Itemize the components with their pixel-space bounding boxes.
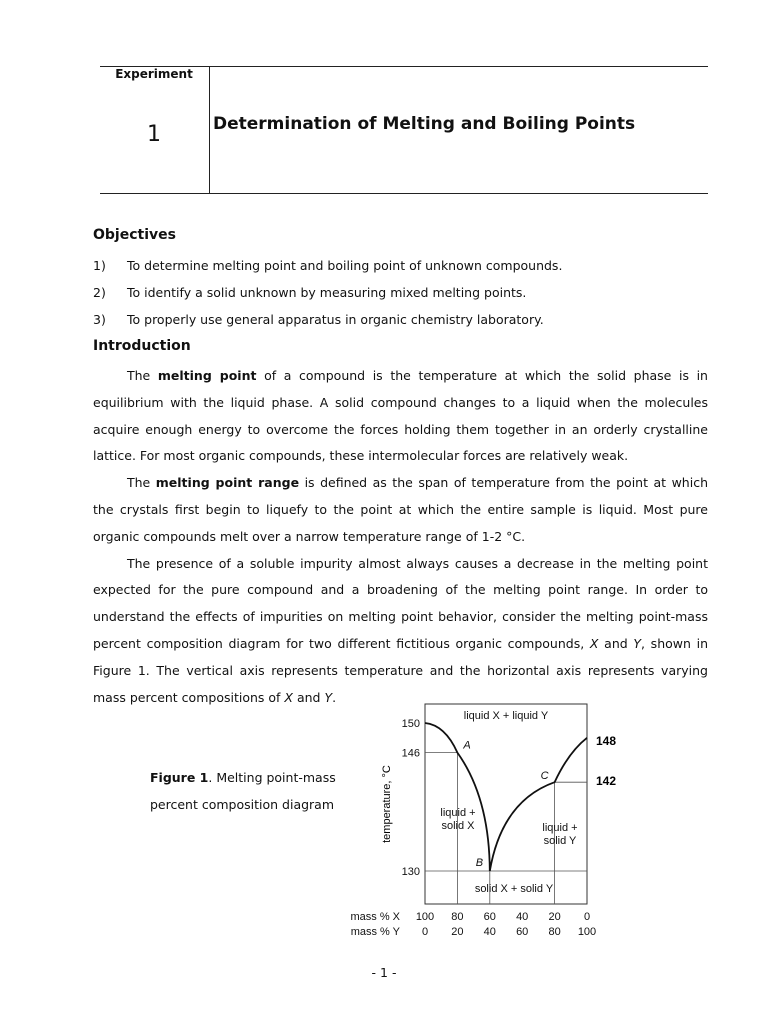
figure-caption-line2: percent composition diagram: [150, 797, 335, 812]
label-142: 142: [596, 774, 617, 788]
point-label-a: A: [463, 739, 471, 752]
x-tick-label: 80: [548, 926, 561, 938]
x-tick-label: 80: [451, 911, 464, 923]
x-tick-label: 40: [483, 926, 496, 938]
y-tick-label: 146: [401, 747, 420, 760]
figure-caption: Figure 1. Melting point-mass: [150, 770, 336, 785]
region-label-bottom: solid X + solid Y: [474, 883, 554, 895]
page-title: Determination of Melting and Boiling Points: [213, 114, 636, 134]
introduction-heading: Introduction: [93, 338, 191, 354]
x-tick-label: 20: [548, 911, 561, 923]
objective-number: 1): [93, 258, 106, 273]
x-tick-label: 0: [583, 911, 591, 923]
introduction-body: [93, 363, 708, 711]
objective-number: 3): [93, 312, 106, 327]
x-tick-label: 60: [516, 926, 529, 938]
objective-text: To identify a solid unknown by measuring mixed melting points.: [127, 285, 527, 300]
region-label-top: liquid X + liquid Y: [463, 710, 549, 722]
x-axis-row-label: mass % Y: [350, 926, 400, 938]
objective-text: To determine melting point and boiling point of unknown compounds.: [127, 258, 563, 273]
objective-item: [93, 285, 526, 300]
y-tick-label: 130: [401, 866, 420, 878]
intro-paragraph-2: The melting point range is defined as the span of temperature from the point at which the crystals first begin to liquefy to the point at which the entire sample is liquid. Most pure organic compounds melt over a narrow temperature range of 1-2 °C.: [93, 475, 708, 544]
x-axis-row-label: mass % X: [350, 911, 400, 923]
region-label-left: liquid +: [440, 807, 476, 819]
objective-item: [93, 312, 544, 327]
plot-frame: [425, 704, 587, 904]
x-tick-label: 40: [516, 911, 529, 923]
x-tick-label: 100: [415, 911, 435, 923]
y-axis-label: temperature, °C: [381, 765, 393, 843]
page-number: - 1 -: [371, 965, 397, 980]
header-divider: [209, 66, 210, 194]
x-tick-label: 60: [483, 911, 496, 923]
experiment-label: Experiment: [115, 67, 193, 81]
objectives-heading: Objectives: [93, 227, 176, 243]
point-label-b: B: [475, 857, 484, 869]
x-tick-label: 0: [421, 926, 429, 938]
intro-paragraph-1: The melting point of a compound is the temperature at which the solid phase is in equilibrium with the liquid phase. A solid compound changes to a liquid when the molecules acquire enough energy to overcome the forces holding them together in an orderly crystalline lattice. For most organic compounds, these intermolecular forces are relatively weak.: [93, 368, 708, 464]
x-tick-label: 20: [451, 926, 464, 938]
region-label-right: solid Y: [543, 835, 577, 847]
region-label-right: liquid +: [542, 822, 578, 834]
region-label-left: solid X: [441, 820, 475, 832]
label-148: 148: [596, 734, 617, 748]
point-label-c: C: [540, 770, 549, 783]
x-tick-label: 100: [577, 926, 597, 938]
header-bottom-rule: [100, 193, 708, 194]
objective-number: 2): [93, 285, 106, 300]
intro-paragraph-3: The presence of a soluble impurity almost always causes a decrease in the melting point expected for the pure compound and a broadening of the melting point range. In order to understand the effects of impurities on melting point behavior, consider the melting point-mass percent composition diagram for two different fictitious organic compounds, X and Y, shown in Figure 1. The vertical axis represents temperature and the horizontal axis represents varying mass percent compositions of X and Y.: [93, 555, 708, 705]
liquidus-curve-y: [490, 738, 587, 871]
y-tick-label: 150: [401, 718, 420, 730]
objective-text: To properly use general apparatus in organic chemistry laboratory.: [127, 312, 544, 327]
objective-item: [93, 258, 562, 273]
experiment-number: 1: [147, 122, 161, 147]
phase-diagram: [340, 700, 670, 950]
